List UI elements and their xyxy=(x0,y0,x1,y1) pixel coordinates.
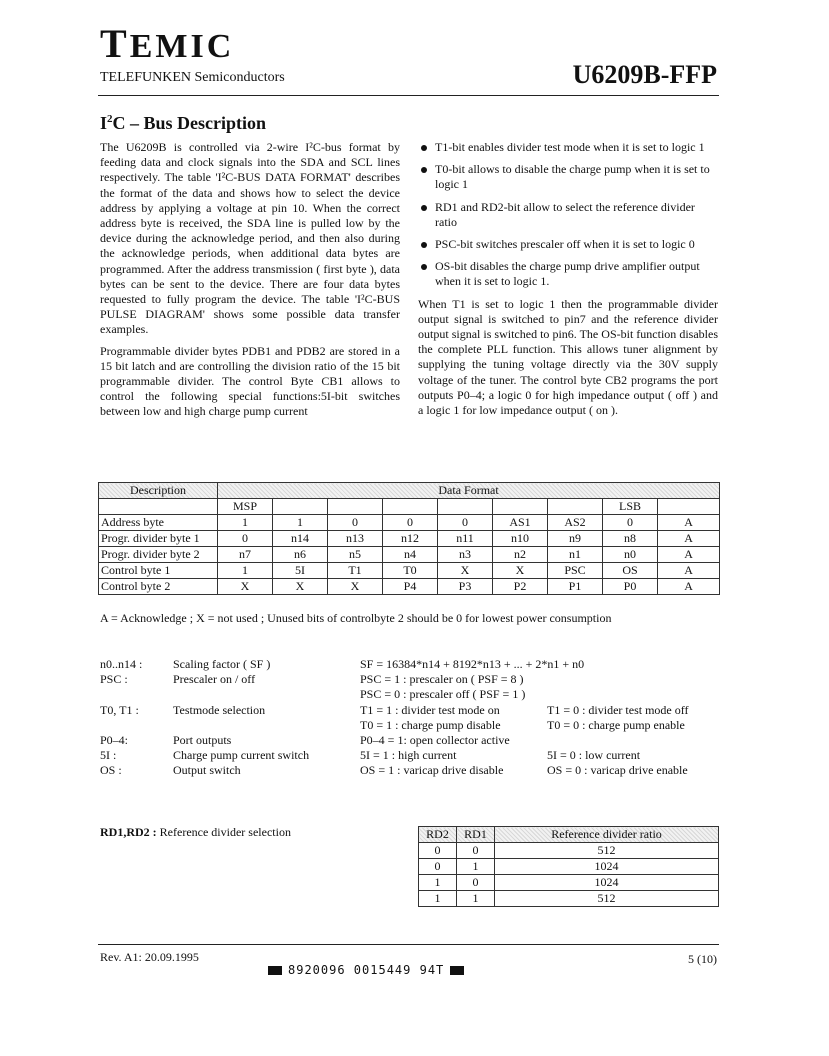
bullet-icon xyxy=(421,145,427,151)
table-header-row: RD2 RD1 Reference divider ratio xyxy=(419,827,719,843)
def-symbol: P0–4: xyxy=(100,733,129,747)
def-value: T0 = 1 : charge pump disable xyxy=(360,718,501,732)
def-description: Output switch xyxy=(173,763,241,777)
bullet-icon xyxy=(421,167,427,173)
list-item: OS-bit disables the charge pump drive amplifier output when it is set to logic 1. xyxy=(418,259,718,289)
def-description: Testmode selection xyxy=(173,703,266,717)
list-item: T1-bit enables divider test mode when it is set to logic 1 xyxy=(418,140,718,155)
msp-label: MSP xyxy=(218,499,273,515)
def-description: Scaling factor ( SF ) xyxy=(173,657,271,671)
def-value: PSC = 1 : prescaler on ( PSF = 8 ) xyxy=(360,672,524,686)
table-row xyxy=(99,499,720,515)
table-row: Progr. divider byte 1 0 n14 n13 n12 n11 n10 n9 n8 A xyxy=(99,531,720,547)
table-row: 0 0 512 xyxy=(419,843,719,859)
bullet-icon xyxy=(421,242,427,248)
table-header-row xyxy=(99,483,720,499)
barcode-block-icon xyxy=(268,966,282,975)
def-value: 5I = 1 : high current xyxy=(360,748,457,762)
table-row: 1 0 1024 xyxy=(419,875,719,891)
table-row: Control byte 1 1 5I T1 T0 X X PSC OS A xyxy=(99,563,720,579)
def-value-alt: T1 = 0 : divider test mode off xyxy=(547,703,689,717)
barcode-block-icon xyxy=(450,966,464,975)
left-text-column xyxy=(100,140,400,426)
def-symbol: 5I : xyxy=(100,748,117,762)
list-item: PSC-bit switches prescaler off when it is set to logic 0 xyxy=(418,237,718,252)
lsb-label: LSB xyxy=(603,499,658,515)
table-row: 0 1 1024 xyxy=(419,859,719,875)
def-description: Port outputs xyxy=(173,733,232,747)
revision-date: Rev. A1: 20.09.1995 xyxy=(100,950,199,964)
table-row: 1 1 512 xyxy=(419,891,719,907)
list-item: RD1 and RD2-bit allow to select the reference divider ratio xyxy=(418,200,718,230)
def-value: T1 = 1 : divider test mode on xyxy=(360,703,500,717)
def-value: P0–4 = 1: open collector active xyxy=(360,733,510,747)
def-description: Prescaler on / off xyxy=(173,672,256,686)
section-title: $I^2C$ – Bus Description xyxy=(100,113,267,133)
def-symbol: OS : xyxy=(100,763,122,777)
divider-paragraph: Programmable divider bytes PDB1 and PDB2 are stored in a 15 bit latch and are controlling the division ratio of the 15 bit programmable divider. The control Byte CB1 allows to control the following special functions:5I-bit switches between low and high charge pump current xyxy=(100,343,400,419)
page-number: 5 (10) xyxy=(688,952,717,966)
reference-divider-table xyxy=(418,826,719,907)
table-row: Progr. divider byte 2 n7 n6 n5 n4 n3 n2 n1 n0 A xyxy=(99,547,720,563)
header-data-format: Data Format xyxy=(218,483,720,499)
def-symbol: n0..n14 : xyxy=(100,657,143,671)
def-value-alt: 5I = 0 : low current xyxy=(547,748,641,762)
table-row: Address byte 1 1 0 0 0 AS1 AS2 0 A xyxy=(99,515,720,531)
list-item: T0-bit allows to disable the charge pump when it is set to logic 1 xyxy=(418,162,718,192)
temic-logo: TEMIC xyxy=(100,21,235,66)
def-value: OS = 1 : varicap drive disable xyxy=(360,763,504,777)
def-value-alt: OS = 0 : varicap drive enable xyxy=(547,763,688,777)
header-description: Description xyxy=(99,483,218,499)
function-bullet-list xyxy=(418,140,718,290)
bullet-icon xyxy=(421,205,427,211)
document-barcode: 8920096 0015449 94T xyxy=(262,963,470,977)
def-symbol: T0, T1 : xyxy=(100,703,139,717)
part-number: U6209B-FFP xyxy=(572,60,717,89)
footer-divider xyxy=(98,944,719,945)
def-value: SF = 16384*n14 + 8192*n13 + ... + 2*n1 + n0 xyxy=(360,657,585,671)
bullet-icon xyxy=(421,264,427,270)
table-row: Control byte 2 X X X P4 P3 P2 P1 P0 A xyxy=(99,579,720,595)
def-symbol: PSC : xyxy=(100,672,128,686)
data-format-table xyxy=(98,482,720,595)
def-description: Charge pump current switch xyxy=(173,748,310,762)
def-value-alt: T0 = 0 : charge pump enable xyxy=(547,718,685,732)
t1-os-paragraph: When T1 is set to logic 1 then the programmable divider output signal is switched to pin7 and the reference divider output signal is switched to pin6. The OS-bit function disables the complete PLL function. This allows tuner alignment by supplying the tuning voltage directly via the 30V supply voltage of the tuner. The control byte CB2 programs the port outputs P0–4; a logic 0 for high impedance output ( off ) and a logic 1 for low impedance output ( on ). xyxy=(418,296,718,418)
company-subtitle: TELEFUNKEN Semiconductors xyxy=(100,70,285,85)
table-footnote: A = Acknowledge ; X = not used ; Unused bits of controlbyte 2 should be 0 for lowest power consumption xyxy=(100,611,612,625)
rd-selection-label: RD1,RD2 : Reference divider selection xyxy=(100,825,291,839)
intro-paragraph: The U6209B is controlled via 2-wire I²C-bus format by feeding data and clock signals into the SDA and SCL lines respectively. The table 'I²C-BUS DATA FORMAT' describes the format of the data and shows how to select the device address by applying a voltage at pin 10. When the correct address byte is received, the SDA line is pulled low by the device during the acknowledge period, and then also during the acknowledge periods, when additional data bytes are programmed. After the address transmission ( first byte ), data bytes can be sent to the device. There are four data bytes requested to fully program the device. The table 'I²C-BUS PULSE DIAGRAM' shows some possible data transfer examples. xyxy=(100,140,400,337)
right-text-column xyxy=(418,140,718,424)
def-value: PSC = 0 : prescaler off ( PSF = 1 ) xyxy=(360,687,526,701)
header-divider xyxy=(98,95,719,96)
